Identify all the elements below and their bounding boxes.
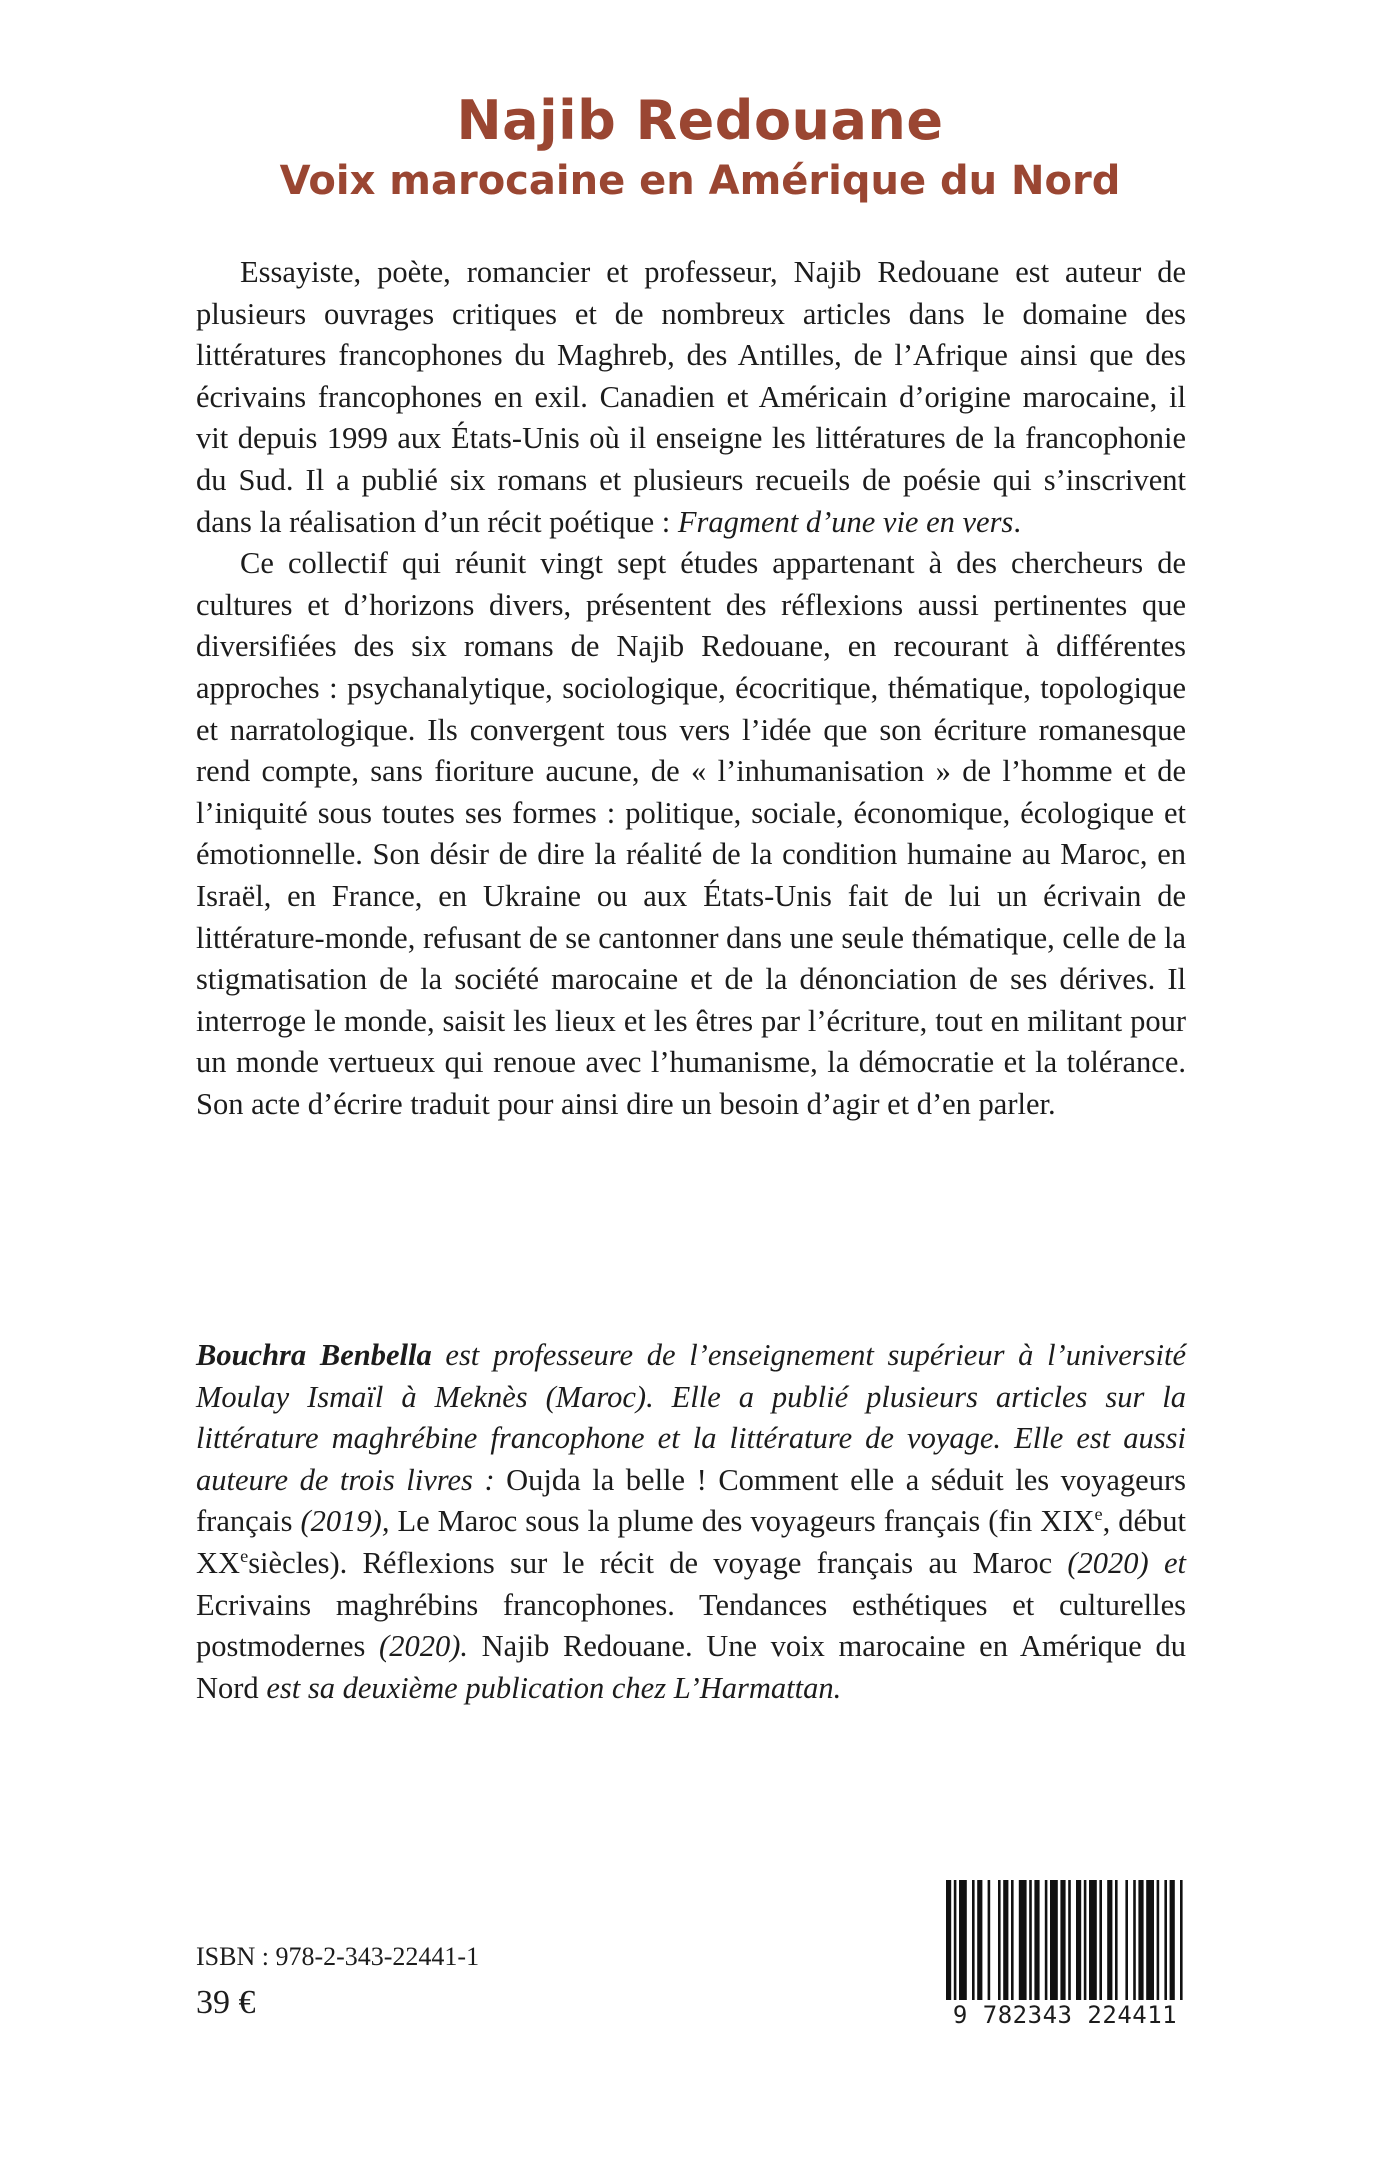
- bio-year-3: (2020).: [365, 1629, 482, 1664]
- bio-book-4: Najib Redouane. Une voix marocaine en Amérique du Nord: [196, 1629, 1186, 1705]
- superscript-e-1: e: [1094, 1504, 1103, 1525]
- superscript-e-2: e: [240, 1545, 249, 1566]
- bio-end: est sa deuxième publication chez L’Harmattan.: [258, 1670, 842, 1705]
- back-cover-text: [196, 252, 1186, 1125]
- bio-book-2-part-a: Le Maroc sous la plume des voyageurs français (fin XIX: [397, 1504, 1095, 1539]
- editor-biography: [196, 1335, 1186, 1709]
- isbn: ISBN : 978-2-343-22441-1: [196, 1942, 480, 1971]
- book-subtitle: Voix marocaine en Amérique du Nord: [279, 158, 1121, 204]
- header: [0, 88, 1400, 208]
- paragraph-collection-description: Ce collectif qui réunit vingt sept études appartenant à des chercheurs de cultures et d’horizons divers, présentent des réflexions aussi pertinentes que diversifiées des six romans de Najib Redouane, en recourant à différentes approches : psychanalytique, sociologique, écocritique, thématique, topologique et narratologique. Ils convergent tous vers l’idée que son écriture romanesque rend compte, sans fioriture aucune, de « l’inhumanisation » de l’homme et de l’iniquité sous toutes ses formes : politique, sociale, économique, écologique et émotionnelle. Son désir de dire la réalité de la condition humaine au Maroc, en Israël, en France, en Ukraine ou aux États-Unis fait de lui un écrivain de littérature-monde, refusant de se cantonner dans une seule thématique, celle de la stigmatisation de la société marocaine et de la dénonciation de ses dérives. Il interroge le monde, saisit les lieux et les êtres par l’écriture, tout en militant pour un monde vertueux qui renoue avec l’humanisme, la démocratie et la tolérance. Son acte d’écrire traduit pour ainsi dire un besoin d’agir et d’en parler.: [196, 546, 1186, 1121]
- editor-name: Bouchra Benbella: [196, 1338, 432, 1372]
- barcode-digits: 9 782343 224411: [940, 2000, 1190, 2030]
- bio-book-2-part-c: siècles). Réflexions sur le récit de voyage français au Maroc: [248, 1545, 1053, 1580]
- paragraph-author-intro: [196, 252, 1186, 543]
- bio-year-2: (2020) et: [1052, 1545, 1186, 1580]
- book-reference-italic: Fragment d’une vie en vers: [677, 504, 1014, 539]
- price: 39 €: [196, 1984, 256, 2021]
- bio-year-1: (2019),: [292, 1504, 398, 1539]
- bio-book-2-part-b: , début XX: [196, 1504, 1186, 1580]
- bio-book-3: Ecrivains maghrébins francophones. Tendances esthétiques et culturelles postmodernes: [196, 1587, 1186, 1664]
- paragraph-author-intro-text: Essayiste, poète, romancier et professeur, Najib Redouane est auteur de plusieurs ouvrages critiques et de nombreux articles dans le domaine des littératures francophones du Maghreb, des Antilles, de l’Afrique ainsi que des écrivains francophones en exil. Canadien et Américain d’origine marocaine, il vit depuis 1999 aux États-Unis où il enseigne les littératures de la francophonie du Sud. Il a publié six romans et plusieurs recueils de poésie qui s’inscrivent dans la réalisation d’un récit poétique :: [196, 255, 1186, 539]
- bio-book-1: Oujda la belle ! Comment elle a séduit les voyageurs français: [196, 1462, 1186, 1539]
- book-title: Najib Redouane: [456, 89, 944, 152]
- paragraph-author-intro-end: .: [1013, 504, 1021, 539]
- bio-sentence: est professeure de l’enseignement supérieur à l’université Moulay Ismaïl à Meknès (Maroc). Elle a publié plusieurs articles sur la littérature maghrébine francophone et la littérature de voyage. Elle est aussi auteure de trois livres :: [196, 1338, 1186, 1497]
